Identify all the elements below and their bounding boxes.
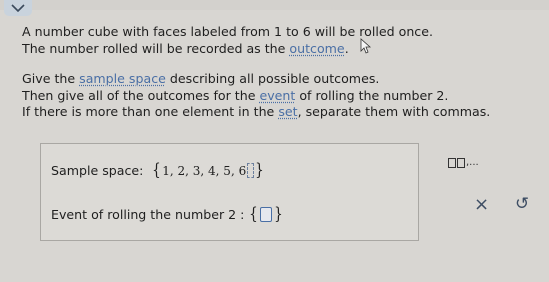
sample-space-input[interactable] xyxy=(151,162,265,179)
sample-space-row xyxy=(51,162,265,179)
event-label: Event of rolling the number 2 : xyxy=(51,207,245,222)
close-brace: } xyxy=(255,160,264,180)
top-bar xyxy=(0,0,549,10)
glossary-link-set[interactable]: set xyxy=(278,104,298,119)
empty-slot[interactable] xyxy=(260,207,272,222)
prompt-text: A number cube with faces labeled from 1 to 6 will be rolled once. xyxy=(22,24,433,39)
prompt-text: , separate them with commas. xyxy=(297,104,491,119)
slot-icon xyxy=(448,158,456,168)
prompt-line xyxy=(22,88,532,105)
chevron-down-icon xyxy=(11,4,25,12)
glossary-link-sample-space[interactable]: sample space xyxy=(79,71,166,86)
undo-button[interactable]: ↺ xyxy=(515,194,530,214)
set-tool-ellipsis: ,... xyxy=(466,157,479,168)
mouse-cursor-icon xyxy=(360,38,372,54)
prompt-text: of rolling the number 2. xyxy=(295,87,449,103)
slot-icon xyxy=(457,158,465,168)
close-brace: } xyxy=(274,204,283,224)
prompt-line xyxy=(22,24,532,41)
question-prompt xyxy=(22,24,532,121)
glossary-link-event[interactable]: event xyxy=(259,87,296,103)
open-brace: { xyxy=(152,160,162,180)
prompt-text: The number rolled will be recorded as the xyxy=(22,40,290,56)
event-input[interactable] xyxy=(248,206,284,223)
open-brace: { xyxy=(249,204,259,224)
collapse-toggle[interactable] xyxy=(4,0,32,16)
sample-space-value: 1, 2, 3, 4, 5, 6 xyxy=(162,163,247,178)
sample-space-label: Sample space: xyxy=(51,163,144,178)
prompt-text: Give the xyxy=(22,71,80,86)
clear-button[interactable]: × xyxy=(474,194,490,215)
answer-tools xyxy=(430,150,530,220)
glossary-link-outcome[interactable]: outcome xyxy=(289,40,345,56)
answer-box xyxy=(40,143,419,241)
set-notation-button[interactable] xyxy=(448,157,479,168)
text-caret xyxy=(247,163,254,178)
prompt-text: If there is more than one element in the xyxy=(22,104,279,119)
prompt-line xyxy=(22,41,532,58)
prompt-line xyxy=(22,71,532,88)
event-row xyxy=(51,206,284,223)
prompt-text: Then give all of the outcomes for the xyxy=(22,87,260,103)
prompt-text: describing all possible outcomes. xyxy=(165,71,380,86)
prompt-text: . xyxy=(344,40,349,56)
prompt-line xyxy=(22,104,532,121)
